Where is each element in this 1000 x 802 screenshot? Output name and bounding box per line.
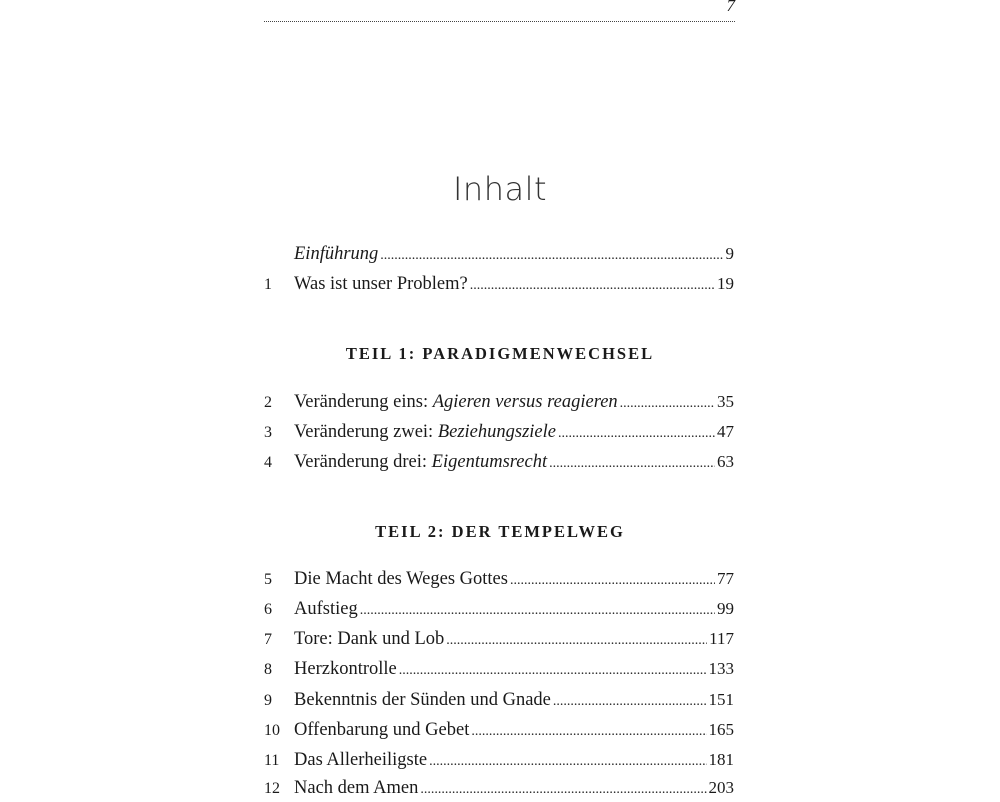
- toc-entry-chapter-5[interactable]: [264, 567, 734, 591]
- toc-entry-page: 165: [708, 720, 734, 739]
- toc-entry-page: 47: [717, 422, 734, 441]
- toc-entry-chapter-6[interactable]: [264, 597, 734, 621]
- toc-entry-number: 9: [264, 692, 272, 709]
- dot-leader: [510, 569, 715, 593]
- toc-entry-number: 11: [264, 752, 280, 769]
- toc-entry-page: 181: [708, 750, 734, 769]
- page-number: 7: [726, 0, 735, 15]
- dot-leader: [470, 274, 715, 298]
- toc-entry-chapter-8[interactable]: [264, 657, 734, 681]
- toc-entry-title: Bekenntnis der Sünden und Gnade: [294, 690, 551, 710]
- dot-leader: [429, 750, 706, 774]
- toc-entry-chapter-12[interactable]: [264, 776, 734, 800]
- toc-entry-page: 77: [717, 569, 734, 588]
- toc-entry-chapter-10[interactable]: [264, 718, 734, 742]
- dot-leader: [399, 659, 707, 683]
- toc-entry-chapter-9[interactable]: [264, 688, 734, 712]
- toc-entry-number: 8: [264, 661, 272, 678]
- toc-entry-title: Veränderung eins: Agieren versus reagieren: [294, 392, 618, 412]
- toc-entry-title: Einführung: [294, 244, 379, 264]
- toc-entry-number: 10: [264, 722, 280, 739]
- toc-entry-title: Das Allerheiligste: [294, 750, 428, 770]
- dot-leader: [549, 452, 715, 476]
- toc-entry-title: Veränderung drei: Eigentumsrecht: [294, 452, 548, 472]
- toc-entry-number: 12: [264, 780, 280, 797]
- dot-leader: [558, 422, 715, 446]
- dot-leader: [446, 629, 707, 653]
- toc-entry-page: 203: [708, 778, 734, 797]
- dot-leader: [420, 778, 706, 802]
- toc-entry-title: Offenbarung und Gebet: [294, 720, 470, 740]
- toc-entry-page: 117: [709, 629, 734, 648]
- toc-entry-chapter-4[interactable]: [264, 450, 734, 474]
- dot-leader: [360, 599, 715, 623]
- toc-entry-title: Herzkontrolle: [294, 659, 397, 679]
- toc-entry-page: 99: [717, 599, 734, 618]
- toc-entry-page: 151: [708, 690, 734, 709]
- toc-entry-chapter-2[interactable]: [264, 390, 734, 414]
- toc-entry-number: 3: [264, 424, 272, 441]
- toc-entry-page: 35: [717, 392, 734, 411]
- toc-entry-number: 1: [264, 276, 272, 293]
- toc-entry-number: 7: [264, 631, 272, 648]
- toc-entry-title: Nach dem Amen: [294, 778, 419, 798]
- part-2-heading: TEIL 2: DER TEMPELWEG: [375, 522, 625, 541]
- toc-entry-page: 19: [717, 274, 734, 293]
- toc-entry-page: 9: [725, 244, 734, 263]
- page-title: Inhalt: [452, 170, 548, 208]
- toc-entry-page: 133: [708, 659, 734, 678]
- header-dotted-rule: [264, 21, 735, 22]
- toc-entry-title: Tore: Dank und Lob: [294, 629, 445, 649]
- toc-entry-chapter-7[interactable]: [264, 627, 734, 651]
- toc-entry-chapter-1[interactable]: [264, 272, 734, 296]
- dot-leader: [471, 720, 706, 744]
- toc-entry-number: 2: [264, 394, 272, 411]
- dot-leader: [553, 690, 707, 714]
- toc-entry-page: 63: [717, 452, 734, 471]
- toc-entry-title: Aufstieg: [294, 599, 358, 619]
- toc-entry-chapter-3[interactable]: [264, 420, 734, 444]
- toc-entry-number: 4: [264, 454, 272, 471]
- toc-entry-chapter-11[interactable]: [264, 748, 734, 772]
- toc-entry-introduction[interactable]: [264, 242, 734, 266]
- toc-entry-title: Was ist unser Problem?: [294, 274, 468, 294]
- toc-entry-title: Die Macht des Weges Gottes: [294, 569, 508, 589]
- dot-leader: [620, 392, 715, 416]
- dot-leader: [380, 244, 723, 268]
- toc-entry-number: 5: [264, 571, 272, 588]
- toc-entry-number: 6: [264, 601, 272, 618]
- toc-entry-title: Veränderung zwei: Beziehungsziele: [294, 422, 556, 442]
- part-1-heading: TEIL 1: PARADIGMENWECHSEL: [345, 344, 655, 363]
